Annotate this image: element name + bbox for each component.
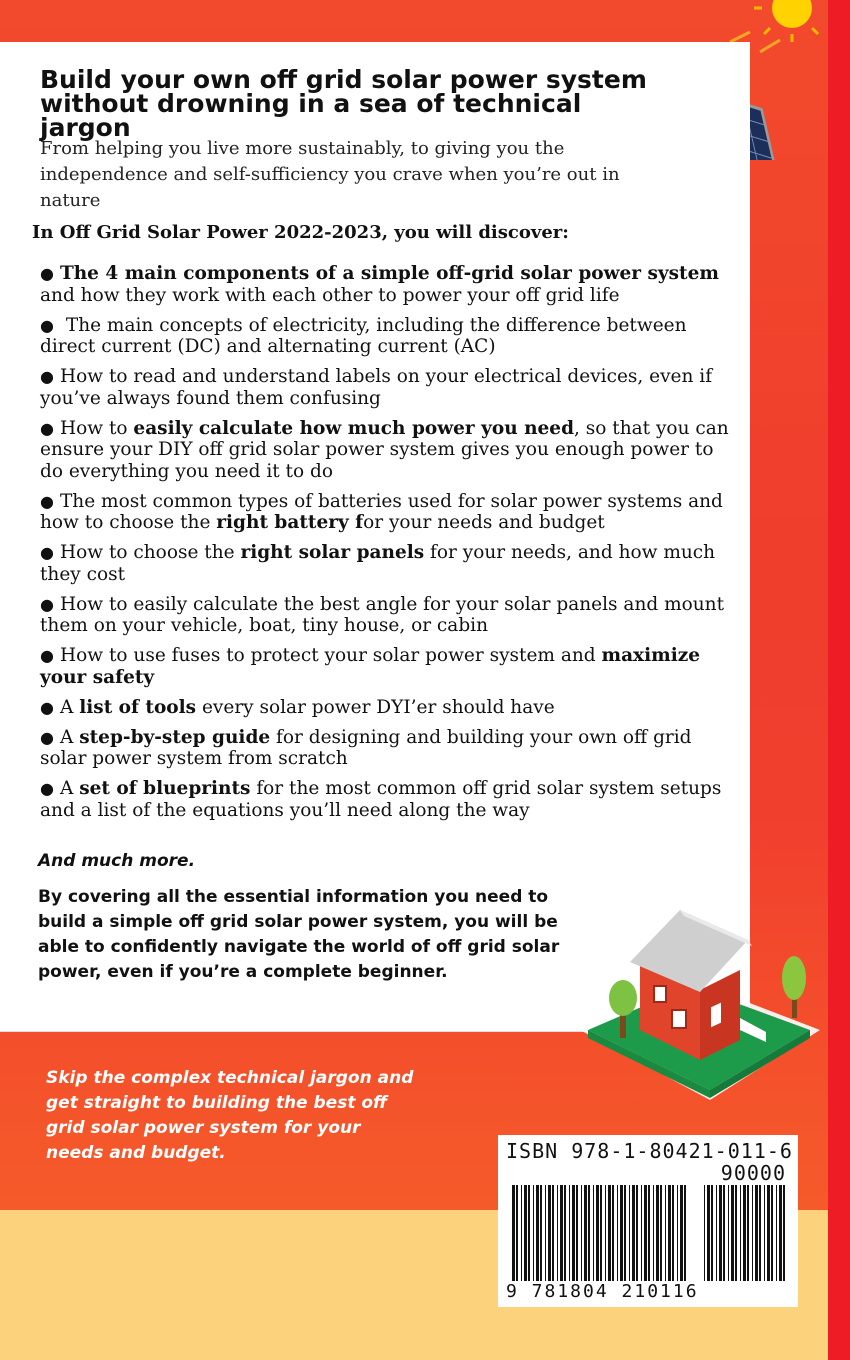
- price-code: 90000: [720, 1161, 786, 1185]
- barcode-bar: [716, 1185, 717, 1281]
- isbn-number: ISBN 978-1-80421-011-6: [506, 1139, 793, 1163]
- list-item: [40, 315, 730, 358]
- barcode-bar: [524, 1185, 527, 1281]
- barcode-bar: [656, 1185, 659, 1281]
- barcode-bar: [624, 1185, 626, 1281]
- barcode-bar: [533, 1185, 534, 1281]
- barcode-bar: [672, 1185, 674, 1281]
- barcode-bar: [759, 1185, 761, 1281]
- bullet-emphasis: step-by-step guide: [79, 726, 271, 748]
- list-item: [40, 542, 730, 585]
- bullet-emphasis: The 4 main components of a simple off-grid solar power system: [59, 263, 719, 284]
- barcode-bar: [516, 1185, 518, 1281]
- barcode-bar: [684, 1185, 686, 1281]
- barcode-digits: 9 781804 210116: [506, 1281, 699, 1302]
- bullet-text: How to use fuses to protect your solar power system and: [59, 645, 602, 666]
- barcode-bar: [596, 1185, 599, 1281]
- barcode-bar: [564, 1185, 566, 1281]
- barcode-bar: [707, 1185, 710, 1281]
- bullet-icon: ●: [40, 594, 54, 614]
- barcode-bar: [569, 1185, 570, 1281]
- barcode-bar: [572, 1185, 575, 1281]
- barcode-bar: [704, 1185, 705, 1281]
- list-item: [40, 645, 730, 688]
- barcode-bar: [512, 1185, 515, 1281]
- barcode-bar: [548, 1185, 551, 1281]
- house-icon: [570, 900, 830, 1110]
- barcode-bar: [747, 1185, 749, 1281]
- page-title: Build your own off grid solar power system without drowning in a sea of technical jargon: [40, 65, 647, 142]
- barcode-bar: [764, 1185, 765, 1281]
- barcode-bar: [743, 1185, 746, 1281]
- bullet-text: A: [59, 778, 80, 799]
- bullet-icon: ●: [40, 727, 54, 747]
- barcode-bar: [728, 1185, 729, 1281]
- barcode-bar: [584, 1185, 587, 1281]
- barcode-bar: [608, 1185, 611, 1281]
- bullet-emphasis: right battery f: [216, 512, 364, 533]
- barcode-bar: [605, 1185, 606, 1281]
- barcode-bar: [767, 1185, 770, 1281]
- barcode-bar: [552, 1185, 554, 1281]
- sun-icon: [772, 0, 812, 28]
- list-item: [40, 697, 730, 719]
- closing-paragraph: By covering all the essential information you need to build a simple off grid solar power system, you will be able to confidently navigate the world of off grid solar power, even if you’re a complete beginner.: [38, 887, 560, 982]
- and-much-more: And much more.: [38, 851, 196, 871]
- benefits-list: [40, 263, 730, 830]
- barcode-bar: [632, 1185, 635, 1281]
- barcode-bar: [677, 1185, 678, 1281]
- bullet-icon: ●: [40, 418, 54, 438]
- bullet-emphasis: easily calculate how much power you need: [133, 417, 575, 439]
- barcode-bar: [779, 1185, 782, 1281]
- barcode-bar: [521, 1185, 522, 1281]
- bullet-text: How to read and understand labels on your electrical devices, even if you’ve always found them confusing: [40, 366, 713, 409]
- barcode-bar: [653, 1185, 654, 1281]
- barcode-bar: [723, 1185, 725, 1281]
- barcode-bar: [540, 1185, 542, 1281]
- barcode-bar: [528, 1185, 530, 1281]
- bullet-text: for your needs, and how much they cost: [40, 542, 716, 585]
- bullet-emphasis: right solar panels: [240, 542, 425, 563]
- barcode-bar: [755, 1185, 758, 1281]
- barcode-bar: [557, 1185, 558, 1281]
- bullet-text: A: [59, 726, 80, 748]
- barcode-bar: [752, 1185, 753, 1281]
- barcode-bars: [512, 1185, 690, 1281]
- bullet-icon: ●: [40, 697, 54, 717]
- barcode-bar: [660, 1185, 662, 1281]
- barcode-bar: [593, 1185, 594, 1281]
- list-item: [40, 418, 730, 483]
- barcode-bar: [581, 1185, 582, 1281]
- barcode-bar: [668, 1185, 671, 1281]
- bullet-icon: ●: [40, 646, 54, 665]
- intro-text: From helping you live more sustainably, to giving you the independence and self-sufficiency you crave when you’re out in nature: [40, 138, 620, 211]
- bullet-text: How to easily calculate the best angle for your solar panels and mount them on your vehicle, boat, tiny house, or cabin: [40, 593, 725, 636]
- list-item: [40, 778, 730, 821]
- barcode-bar: [636, 1185, 638, 1281]
- barcode-bar: [629, 1185, 630, 1281]
- barcode-bar: [740, 1185, 741, 1281]
- barcode-bar: [735, 1185, 737, 1281]
- isbn-barcode: [498, 1135, 798, 1307]
- barcode-bar: [665, 1185, 666, 1281]
- bullet-text: for designing and building your own off grid solar power system from scratch: [40, 726, 692, 769]
- barcode-bar: [771, 1185, 773, 1281]
- barcode-bar: [588, 1185, 590, 1281]
- bullet-text: every solar power DYI’er should have: [196, 696, 555, 718]
- barcode-bar: [648, 1185, 650, 1281]
- barcode-bar: [711, 1185, 713, 1281]
- barcode-bar: [545, 1185, 546, 1281]
- tagline: Skip the complex technical jargon and get straight to building the best off grid solar power system for your needs and budget.: [46, 1068, 414, 1163]
- bullet-emphasis: set of blueprints: [79, 778, 251, 799]
- barcode-bar: [783, 1185, 785, 1281]
- bullet-icon: ●: [40, 543, 54, 562]
- barcode-bar: [560, 1185, 563, 1281]
- bullet-icon: ●: [40, 264, 54, 283]
- list-item: [40, 727, 730, 770]
- barcode-bar: [644, 1185, 647, 1281]
- bullet-emphasis: maximize your safety: [40, 645, 700, 688]
- bullet-text: How to choose the: [59, 542, 241, 563]
- barcode-bar: [719, 1185, 722, 1281]
- barcode-bar: [641, 1185, 642, 1281]
- barcode-bar: [776, 1185, 777, 1281]
- barcode-bar: [536, 1185, 539, 1281]
- discover-heading: In Off Grid Solar Power 2022-2023, you will discover:: [32, 222, 569, 243]
- bullet-text: , so that you can ensure your DIY off grid solar power system gives you enough power to do everything you need it to do: [40, 417, 729, 482]
- bullet-text: or your needs and budget: [363, 512, 605, 533]
- bullet-text: A: [59, 696, 80, 718]
- barcode-bar: [576, 1185, 578, 1281]
- bullet-text: The most common types of batteries used for solar power systems and how to choose the: [40, 490, 723, 533]
- list-item: [40, 263, 730, 306]
- bullet-icon: ●: [40, 779, 54, 798]
- bullet-icon: ●: [40, 491, 54, 511]
- bullet-icon: ●: [40, 315, 54, 335]
- bullet-text: The main concepts of electricity, including the difference between direct current (DC) and alternating current (AC): [40, 314, 687, 357]
- list-item: [40, 594, 730, 637]
- bullet-text: and how they work with each other to power your off grid life: [40, 284, 620, 306]
- barcode-bar: [617, 1185, 618, 1281]
- barcode-addon-bars: [704, 1185, 786, 1281]
- spine-edge: [828, 0, 850, 1360]
- list-item: [40, 366, 730, 409]
- barcode-bar: [680, 1185, 683, 1281]
- barcode-bar: [612, 1185, 614, 1281]
- barcode-bar: [731, 1185, 734, 1281]
- bullet-icon: ●: [40, 367, 54, 386]
- bullet-emphasis: list of tools: [79, 696, 197, 718]
- barcode-bar: [600, 1185, 602, 1281]
- list-item: [40, 491, 730, 534]
- barcode-bar: [620, 1185, 623, 1281]
- bullet-text: How to: [59, 417, 134, 439]
- bullet-text: for the most common off grid solar system setups and a list of the equations you’ll need along the way: [40, 778, 722, 821]
